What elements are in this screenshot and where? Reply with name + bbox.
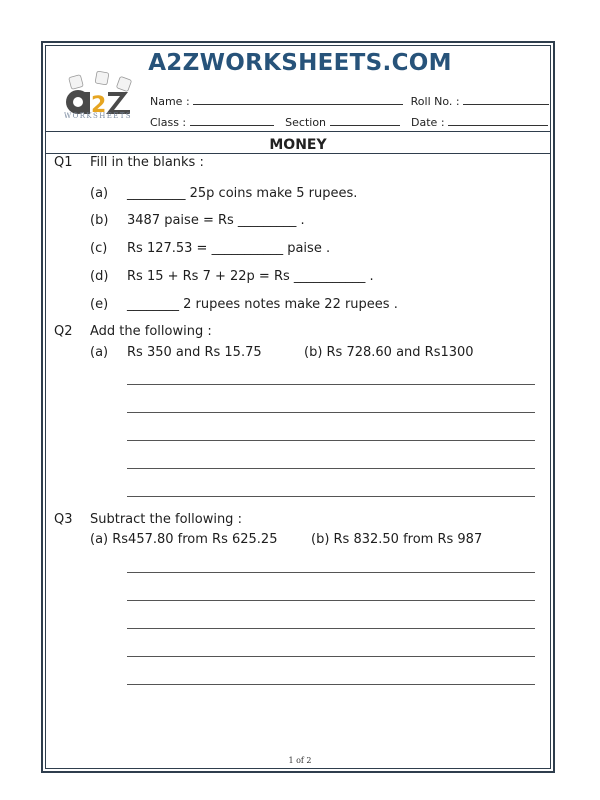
name-field[interactable] xyxy=(193,94,403,105)
header-divider xyxy=(46,131,550,132)
date-label: Date : xyxy=(411,116,445,129)
q3-answer-line[interactable] xyxy=(127,600,535,601)
title-divider xyxy=(46,153,550,154)
q2-answer-line[interactable] xyxy=(127,468,535,469)
q1-title: Fill in the blanks : xyxy=(90,155,204,170)
svg-text:2: 2 xyxy=(91,93,107,118)
header-row-1 xyxy=(150,94,549,108)
site-title: A2ZWORKSHEETS.COM xyxy=(148,50,452,76)
section-field[interactable] xyxy=(330,115,400,126)
q2a-label: (a) xyxy=(90,345,109,360)
q2-title: Add the following : xyxy=(90,324,212,339)
q3-answer-line[interactable] xyxy=(127,628,535,629)
q3a-text: (a) Rs457.80 from Rs 625.25 xyxy=(90,532,278,547)
q3-answer-line[interactable] xyxy=(127,684,535,685)
q1b-text: 3487 paise = Rs _________ . xyxy=(127,213,305,228)
q1-number: Q1 xyxy=(54,155,73,170)
q3-title: Subtract the following : xyxy=(90,512,242,527)
q1a-text: _________ 25p coins make 5 rupees. xyxy=(127,186,358,201)
header-row-2 xyxy=(150,115,548,129)
logo-caption: WORKSHEETS xyxy=(63,112,133,120)
q1e-label: (e) xyxy=(90,297,109,312)
q3-number: Q3 xyxy=(54,512,73,527)
name-label: Name : xyxy=(150,95,190,108)
q2-number: Q2 xyxy=(54,324,73,339)
class-field[interactable] xyxy=(190,115,274,126)
q1a-label: (a) xyxy=(90,186,109,201)
section-label: Section xyxy=(285,116,327,129)
q1e-text: ________ 2 rupees notes make 22 rupees . xyxy=(127,297,398,312)
q2-answer-line[interactable] xyxy=(127,496,535,497)
page-number: 1 of 2 xyxy=(288,756,312,765)
q3b-text: (b) Rs 832.50 from Rs 987 xyxy=(311,532,483,547)
q1c-text: Rs 127.53 = ___________ paise . xyxy=(127,241,331,256)
date-field[interactable] xyxy=(448,115,548,126)
rollno-field[interactable] xyxy=(463,94,549,105)
q2b-text: (b) Rs 728.60 and Rs1300 xyxy=(304,345,474,360)
q1b-label: (b) xyxy=(90,213,109,228)
q2a-text: Rs 350 and Rs 15.75 xyxy=(127,345,262,360)
q3-answer-line[interactable] xyxy=(127,572,535,573)
q2-answer-line[interactable] xyxy=(127,384,535,385)
q1d-text: Rs 15 + Rs 7 + 22p = Rs ___________ . xyxy=(127,269,374,284)
q3-answer-line[interactable] xyxy=(127,656,535,657)
q2-answer-line[interactable] xyxy=(127,440,535,441)
rollno-label: Roll No. : xyxy=(410,95,460,108)
q1d-label: (d) xyxy=(90,269,109,284)
class-label: Class : xyxy=(150,116,187,129)
q2-answer-line[interactable] xyxy=(127,412,535,413)
page-title: MONEY xyxy=(269,137,327,153)
q1c-label: (c) xyxy=(90,241,108,256)
